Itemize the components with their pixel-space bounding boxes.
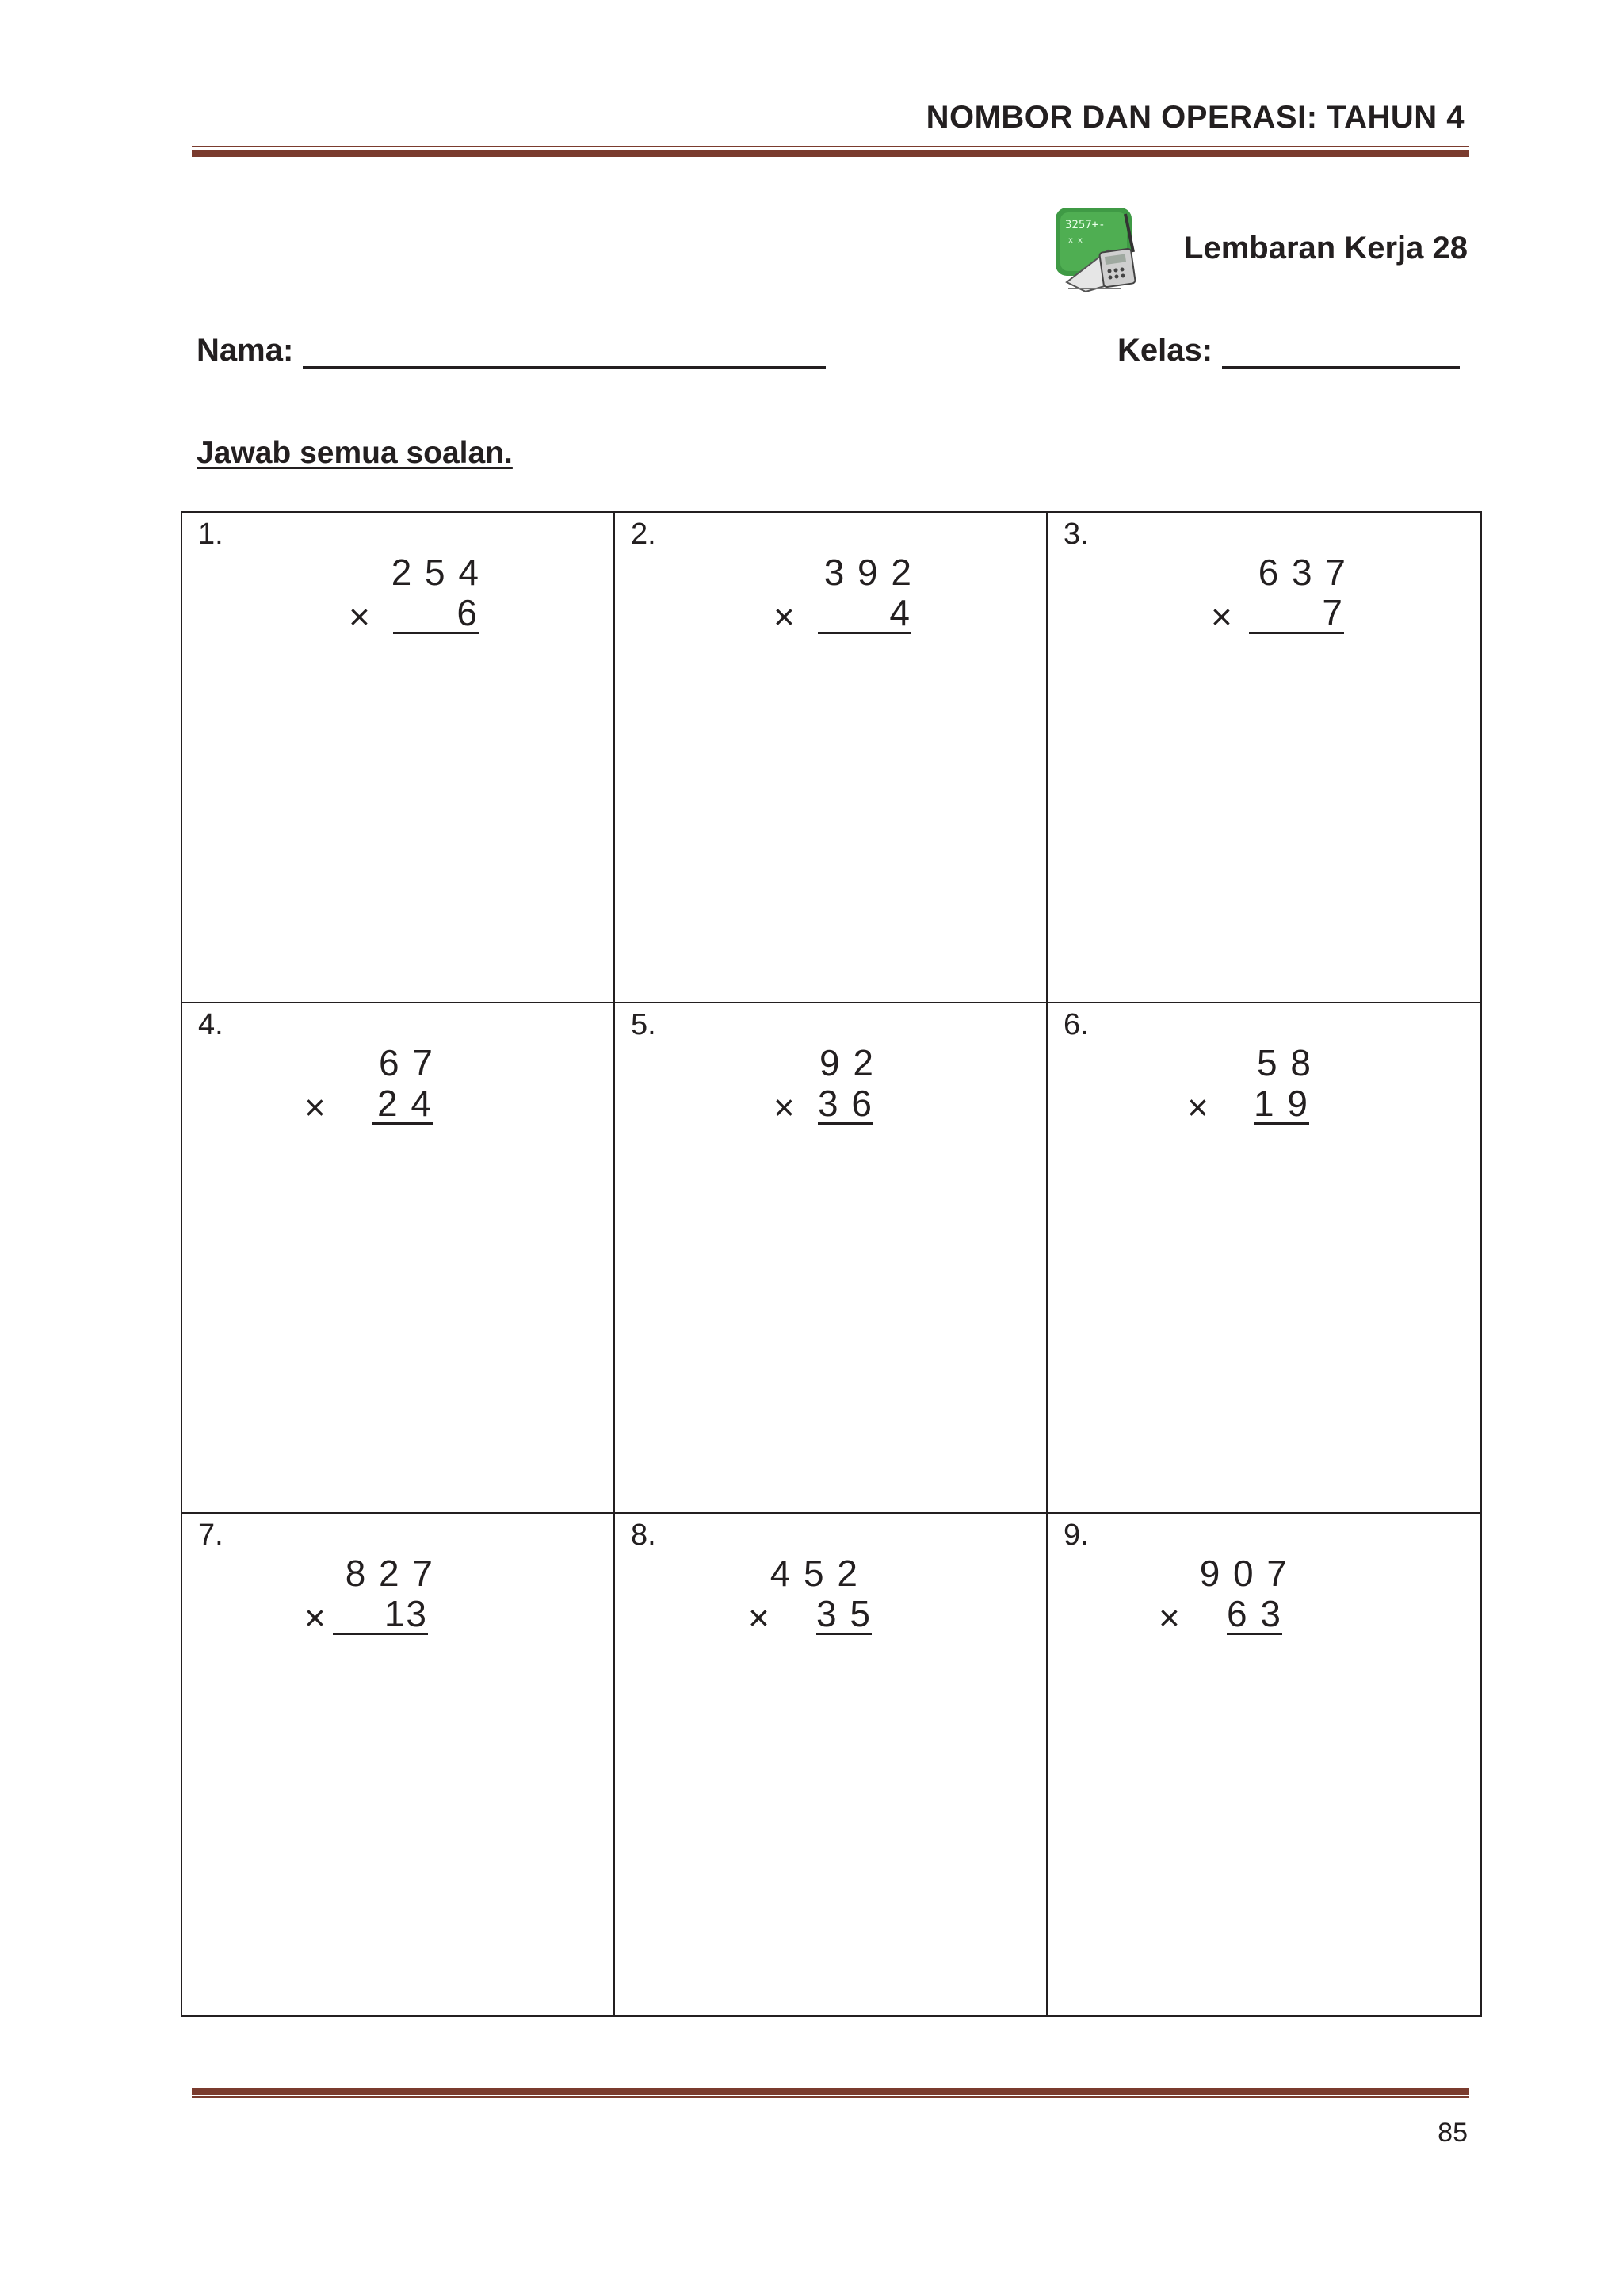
question-cell[interactable] (615, 1003, 1048, 1514)
multiply-sign: × (773, 596, 795, 637)
name-field[interactable] (303, 366, 826, 369)
multiply-sign: × (1159, 1597, 1180, 1638)
class-label: Kelas: (1117, 333, 1213, 368)
multiplicand: 9 2 (819, 1042, 875, 1083)
question-cell[interactable] (1048, 1514, 1480, 2015)
question-cell[interactable] (182, 1003, 615, 1514)
multiplier: 3 6 (818, 1083, 873, 1124)
question-cell[interactable] (615, 513, 1048, 1003)
multiply-sign: × (349, 596, 370, 637)
multiply-sign: × (1187, 1087, 1209, 1128)
multiplier: 6 (393, 595, 479, 634)
multiply-sign: × (1211, 596, 1232, 637)
multiplicand: 6 3 7 (1258, 552, 1347, 593)
multiply-sign: × (773, 1087, 795, 1128)
question-number: 4. (198, 1008, 223, 1041)
question-number: 9. (1064, 1519, 1089, 1552)
question-number: 7. (198, 1519, 223, 1552)
svg-text:x x: x x (1068, 236, 1083, 245)
multiplicand: 6 7 (379, 1042, 434, 1083)
multiplier: 7 (1249, 595, 1344, 634)
page-header-title: NOMBOR DAN OPERASI: TAHUN 4 (926, 100, 1465, 135)
multiplier: 1 9 (1254, 1083, 1309, 1124)
footer-rule-thin (192, 2096, 1469, 2098)
question-number: 1. (198, 518, 223, 551)
multiplier: 4 (818, 595, 911, 634)
multiplier: 2 4 (372, 1086, 433, 1125)
multiplicand: 5 8 (1257, 1042, 1312, 1083)
multiplier: 13 (333, 1596, 428, 1635)
chalkboard-text: 3257+- (1065, 219, 1106, 231)
multiply-sign: × (748, 1597, 769, 1638)
class-field[interactable] (1222, 366, 1460, 369)
multiply-sign: × (304, 1597, 326, 1638)
multiplicand: 2 5 4 (391, 552, 480, 593)
question-cell[interactable] (1048, 1003, 1480, 1514)
question-cell[interactable] (615, 1514, 1048, 2015)
question-number: 5. (631, 1008, 656, 1041)
question-number: 6. (1064, 1008, 1089, 1041)
footer-rule-thick (192, 2088, 1469, 2095)
header-rule-thin (192, 146, 1469, 147)
question-grid (181, 511, 1482, 2017)
question-number: 3. (1064, 518, 1089, 551)
multiplier: 6 3 (1227, 1593, 1282, 1634)
multiplicand: 9 0 7 (1199, 1553, 1289, 1594)
calculator-chalkboard-icon (1052, 203, 1144, 296)
name-label: Nama: (197, 333, 294, 368)
page-number: 85 (1438, 2118, 1468, 2148)
instruction-text: Jawab semua soalan. (197, 436, 513, 470)
multiply-sign: × (304, 1087, 326, 1128)
multiplicand: 8 2 7 (345, 1553, 434, 1594)
header-rule-thick (192, 150, 1469, 157)
question-cell[interactable] (182, 513, 615, 1003)
question-cell[interactable] (1048, 513, 1480, 1003)
question-cell[interactable] (182, 1514, 615, 2015)
question-number: 2. (631, 518, 656, 551)
multiplier: 3 5 (816, 1593, 872, 1634)
question-number: 8. (631, 1519, 656, 1552)
multiplicand: 3 9 2 (823, 552, 913, 593)
worksheet-label: Lembaran Kerja 28 (1184, 231, 1468, 266)
multiplicand: 4 5 2 (769, 1553, 859, 1594)
